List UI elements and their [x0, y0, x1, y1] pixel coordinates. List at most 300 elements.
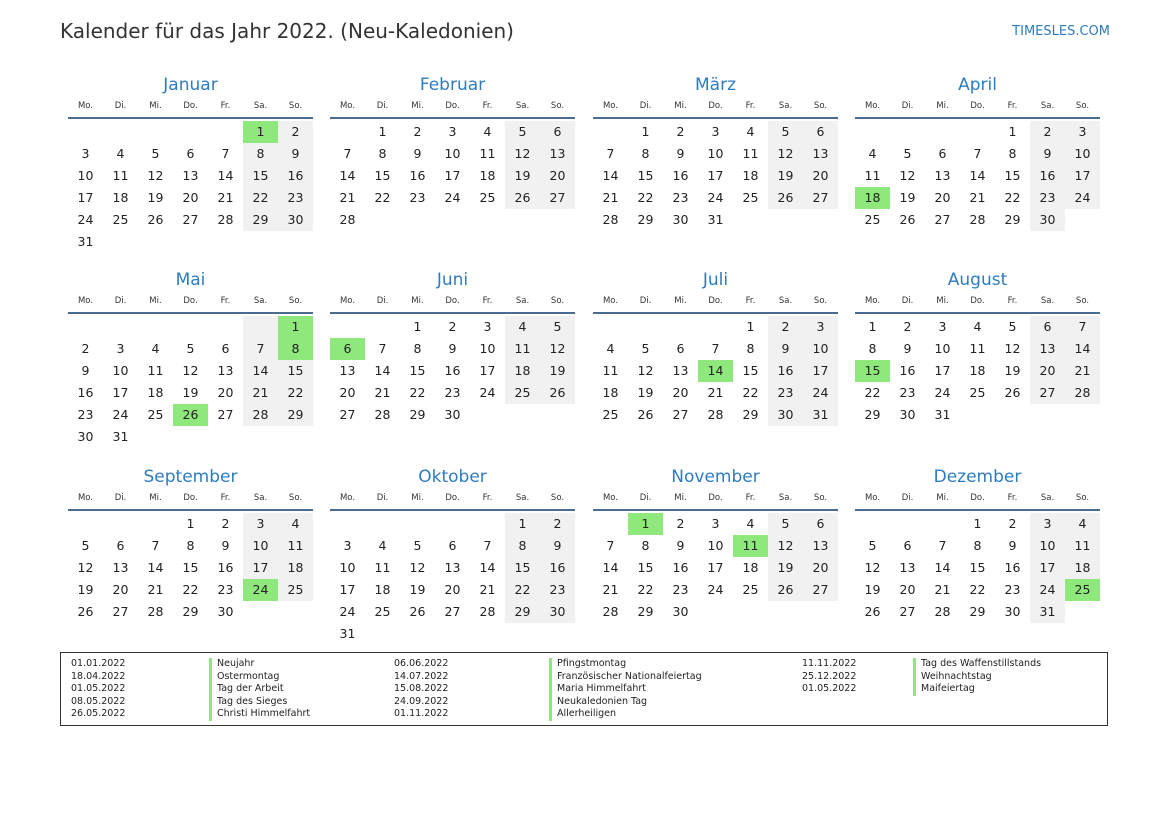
month-calendar: [68, 72, 313, 253]
month-name: Mai: [175, 270, 206, 290]
day-cell: 17: [243, 557, 278, 579]
empty-day-cell: [960, 121, 995, 143]
day-cell: 13: [672, 363, 689, 378]
weekday-label: Do.: [970, 296, 985, 306]
weekday-label: So.: [813, 101, 828, 111]
day-cell: 13: [540, 143, 575, 165]
day-cell: 4: [606, 341, 615, 356]
day-cell: 3: [483, 319, 492, 334]
day-cell: 8: [868, 341, 877, 356]
day-cell: 11: [969, 341, 986, 356]
empty-day-cell: [68, 316, 103, 338]
day-cell: 13: [112, 560, 129, 575]
day-cell: 13: [934, 168, 951, 183]
day-cell: 21: [1065, 360, 1100, 382]
weekday-label: So.: [1075, 493, 1090, 503]
day-cell: 6: [540, 121, 575, 143]
day-cell: 9: [448, 341, 457, 356]
empty-day-cell: [698, 316, 733, 338]
day-cell: 11: [479, 146, 496, 161]
day-cell: 11: [505, 338, 540, 360]
day-cell: 15: [182, 560, 199, 575]
legend-holiday-name: Weihnachtstag: [913, 671, 1041, 684]
day-cell: 13: [182, 168, 199, 183]
weekday-label: Fr.: [745, 493, 756, 503]
day-cell: 19: [637, 385, 654, 400]
day-cell: 26: [77, 604, 94, 619]
day-cell: 7: [1065, 316, 1100, 338]
holiday-day-cell: 24: [243, 579, 278, 601]
weekday-label: Mo.: [339, 296, 356, 306]
day-cell: 12: [768, 143, 803, 165]
day-cell: 11: [742, 146, 759, 161]
day-cell: 21: [217, 190, 234, 205]
day-cell: 5: [186, 341, 195, 356]
day-cell: 22: [243, 187, 278, 209]
day-cell: 4: [505, 316, 540, 338]
weekday-label: Di.: [901, 493, 914, 503]
day-cell: 10: [934, 341, 951, 356]
day-cell: 29: [637, 604, 654, 619]
day-cell: 28: [147, 604, 164, 619]
legend-date: 18.04.2022: [71, 670, 126, 682]
legend-holiday-name: Christi Himmelfahrt: [209, 708, 310, 721]
day-cell: 14: [602, 560, 619, 575]
day-cell: 16: [217, 560, 234, 575]
day-grid: [68, 513, 313, 623]
month-calendar: [68, 464, 313, 623]
day-cell: 5: [903, 146, 912, 161]
weekday-label: Mi.: [411, 101, 424, 111]
day-cell: 7: [483, 538, 492, 553]
weekday-label: Mo.: [77, 296, 94, 306]
day-cell: 18: [602, 385, 619, 400]
day-cell: 8: [973, 538, 982, 553]
day-cell: 14: [1065, 338, 1100, 360]
weekday-label: Fr.: [1007, 296, 1018, 306]
day-cell: 28: [934, 604, 951, 619]
weekday-label: Do.: [183, 493, 198, 503]
day-cell: 9: [278, 143, 313, 165]
day-cell: 24: [1065, 187, 1100, 209]
day-cell: 1: [746, 319, 755, 334]
empty-day-cell: [365, 316, 400, 338]
weekday-label: Mi.: [149, 101, 162, 111]
weekday-label: Fr.: [1007, 493, 1018, 503]
day-cell: 25: [112, 212, 129, 227]
day-cell: 26: [540, 382, 575, 404]
day-cell: 29: [182, 604, 199, 619]
day-cell: 28: [707, 407, 724, 422]
weekday-label: Sa.: [253, 493, 268, 503]
empty-day-cell: [173, 316, 208, 338]
day-cell: 25: [969, 385, 986, 400]
day-cell: 1: [413, 319, 422, 334]
day-cell: 10: [707, 538, 724, 553]
day-cell: 23: [444, 385, 461, 400]
day-cell: 29: [742, 407, 759, 422]
empty-day-cell: [593, 316, 628, 338]
day-cell: 20: [803, 557, 838, 579]
day-cell: 16: [409, 168, 426, 183]
weekday-label: Do.: [445, 101, 460, 111]
day-cell: 17: [112, 385, 129, 400]
day-cell: 15: [637, 560, 654, 575]
day-cell: 12: [540, 338, 575, 360]
day-cell: 14: [339, 168, 356, 183]
day-cell: 13: [1030, 338, 1065, 360]
day-cell: 30: [540, 601, 575, 623]
day-cell: 4: [868, 146, 877, 161]
day-cell: 22: [409, 385, 426, 400]
legend-holiday-name: Tag des Waffenstillstands: [913, 658, 1041, 671]
day-cell: 10: [243, 535, 278, 557]
day-cell: 4: [746, 516, 755, 531]
day-cell: 10: [1030, 535, 1065, 557]
day-cell: 21: [374, 385, 391, 400]
day-cell: 26: [864, 604, 881, 619]
weekday-label: Fr.: [1007, 101, 1018, 111]
empty-day-cell: [103, 513, 138, 535]
legend-date: 11.11.2022: [802, 658, 857, 669]
day-cell: 2: [448, 319, 457, 334]
day-cell: 21: [969, 190, 986, 205]
day-cell: 4: [746, 124, 755, 139]
day-cell: 2: [81, 341, 90, 356]
day-cell: 28: [243, 404, 278, 426]
day-cell: 29: [1004, 212, 1021, 227]
day-cell: 15: [637, 168, 654, 183]
empty-day-cell: [855, 121, 890, 143]
weekday-label: Do.: [445, 296, 460, 306]
day-cell: 22: [969, 582, 986, 597]
day-cell: 1: [973, 516, 982, 531]
day-cell: 23: [1004, 582, 1021, 597]
day-cell: 21: [707, 385, 724, 400]
day-cell: 12: [147, 168, 164, 183]
day-cell: 18: [112, 190, 129, 205]
weekday-label: Mi.: [411, 493, 424, 503]
day-cell: 8: [1008, 146, 1017, 161]
legend-names-col-2: [549, 658, 702, 721]
day-cell: 10: [1065, 143, 1100, 165]
day-cell: 4: [151, 341, 160, 356]
empty-day-cell: [208, 316, 243, 338]
day-cell: 9: [768, 338, 803, 360]
weekday-label: Sa.: [1040, 493, 1055, 503]
legend-date: 01.05.2022: [71, 683, 126, 695]
day-cell: 5: [768, 513, 803, 535]
day-cell: 5: [768, 121, 803, 143]
day-cell: 17: [77, 190, 94, 205]
day-cell: 13: [803, 535, 838, 557]
site-link[interactable]: TIMESLES.COM: [1012, 24, 1110, 39]
day-cell: 14: [602, 168, 619, 183]
day-cell: 5: [641, 341, 650, 356]
day-cell: 23: [540, 579, 575, 601]
weekday-label: Di.: [901, 296, 914, 306]
day-cell: 26: [505, 187, 540, 209]
day-cell: 8: [641, 146, 650, 161]
day-cell: 22: [637, 582, 654, 597]
month-name: April: [958, 75, 997, 95]
legend-holiday-name: Tag der Arbeit: [209, 683, 310, 696]
day-cell: 1: [641, 124, 650, 139]
day-cell: 30: [672, 604, 689, 619]
day-cell: 20: [934, 190, 951, 205]
day-cell: 23: [217, 582, 234, 597]
day-cell: 16: [899, 363, 916, 378]
legend-date: 24.09.2022: [394, 695, 449, 707]
weekday-label: Mo.: [864, 296, 881, 306]
weekday-label: Mo.: [339, 493, 356, 503]
legend-holiday-name: Maria Himmelfahrt: [549, 683, 702, 696]
day-cell: 13: [899, 560, 916, 575]
day-grid: [855, 121, 1100, 231]
legend-holiday-name: Neujahr: [209, 658, 310, 671]
day-cell: 18: [1065, 557, 1100, 579]
day-cell: 2: [221, 516, 230, 531]
weekday-label: Fr.: [220, 296, 231, 306]
day-cell: 24: [707, 190, 724, 205]
day-cell: 25: [479, 190, 496, 205]
legend-date: 15.08.2022: [394, 683, 449, 695]
day-cell: 27: [672, 407, 689, 422]
holiday-day-cell: 1: [628, 513, 663, 535]
day-cell: 18: [742, 560, 759, 575]
day-cell: 16: [278, 165, 313, 187]
day-cell: 9: [1030, 143, 1065, 165]
month-calendar: [68, 267, 313, 448]
day-cell: 30: [672, 212, 689, 227]
day-cell: 15: [742, 363, 759, 378]
day-cell: 30: [278, 209, 313, 231]
day-cell: 24: [77, 212, 94, 227]
holiday-day-cell: 1: [243, 121, 278, 143]
day-cell: 7: [243, 338, 278, 360]
month-calendar: [330, 464, 575, 645]
day-cell: 26: [768, 579, 803, 601]
empty-day-cell: [68, 121, 103, 143]
day-cell: 20: [803, 165, 838, 187]
day-cell: 8: [746, 341, 755, 356]
day-cell: 24: [444, 190, 461, 205]
holiday-day-cell: 26: [173, 404, 208, 426]
day-cell: 27: [444, 604, 461, 619]
month-calendar: [330, 267, 575, 426]
empty-day-cell: [925, 513, 960, 535]
weekday-label: Fr.: [220, 493, 231, 503]
month-name: Juni: [436, 270, 469, 290]
day-cell: 27: [1030, 382, 1065, 404]
day-cell: 25: [147, 407, 164, 422]
day-cell: 25: [742, 582, 759, 597]
day-cell: 30: [77, 429, 94, 444]
day-cell: 6: [676, 341, 685, 356]
day-cell: 27: [934, 212, 951, 227]
weekday-label: So.: [813, 296, 828, 306]
day-cell: 2: [676, 516, 685, 531]
weekday-header: [68, 492, 313, 511]
day-cell: 18: [479, 168, 496, 183]
empty-day-cell: [330, 316, 365, 338]
day-cell: 2: [676, 124, 685, 139]
legend-holiday-name: Französischer Nationalfeiertag: [549, 671, 702, 684]
day-cell: 19: [147, 190, 164, 205]
day-cell: 23: [278, 187, 313, 209]
weekday-label: Sa.: [515, 493, 530, 503]
day-cell: 2: [540, 513, 575, 535]
day-cell: 23: [77, 407, 94, 422]
day-cell: 22: [374, 190, 391, 205]
holiday-day-cell: 18: [855, 187, 890, 209]
holiday-day-cell: 14: [698, 360, 733, 382]
weekday-label: So.: [288, 296, 303, 306]
day-cell: 14: [479, 560, 496, 575]
day-cell: 6: [938, 146, 947, 161]
day-cell: 9: [1008, 538, 1017, 553]
weekday-header: [855, 100, 1100, 119]
day-cell: 17: [1030, 557, 1065, 579]
weekday-label: Mi.: [149, 296, 162, 306]
day-cell: 21: [602, 582, 619, 597]
day-cell: 13: [803, 143, 838, 165]
empty-day-cell: [138, 513, 173, 535]
legend-names-col-1: [209, 658, 310, 721]
weekday-label: So.: [288, 101, 303, 111]
legend-holiday-name: Pfingstmontag: [549, 658, 702, 671]
day-cell: 1: [505, 513, 540, 535]
empty-day-cell: [365, 513, 400, 535]
empty-day-cell: [68, 513, 103, 535]
day-cell: 1: [378, 124, 387, 139]
day-cell: 21: [339, 190, 356, 205]
day-cell: 19: [540, 360, 575, 382]
weekday-label: Fr.: [482, 296, 493, 306]
day-cell: 17: [339, 582, 356, 597]
weekday-header: [855, 295, 1100, 314]
day-cell: 6: [116, 538, 125, 553]
day-cell: 7: [606, 538, 615, 553]
day-cell: 5: [151, 146, 160, 161]
day-cell: 26: [899, 212, 916, 227]
day-cell: 28: [339, 212, 356, 227]
weekday-label: Mo.: [77, 101, 94, 111]
day-cell: 4: [483, 124, 492, 139]
day-cell: 25: [374, 604, 391, 619]
weekday-label: Mo.: [602, 493, 619, 503]
day-cell: 8: [378, 146, 387, 161]
day-cell: 3: [448, 124, 457, 139]
day-cell: 1: [1008, 124, 1017, 139]
day-cell: 15: [969, 560, 986, 575]
weekday-label: Sa.: [515, 296, 530, 306]
day-grid: [330, 316, 575, 426]
day-cell: 22: [864, 385, 881, 400]
day-cell: 19: [768, 165, 803, 187]
day-cell: 30: [217, 604, 234, 619]
day-cell: 20: [112, 582, 129, 597]
day-cell: 28: [217, 212, 234, 227]
day-cell: 4: [973, 319, 982, 334]
day-cell: 6: [221, 341, 230, 356]
day-cell: 10: [339, 560, 356, 575]
day-cell: 19: [864, 582, 881, 597]
day-cell: 23: [1030, 187, 1065, 209]
month-name: September: [143, 467, 238, 487]
day-cell: 5: [505, 121, 540, 143]
month-calendar: [330, 72, 575, 231]
weekday-header: [68, 100, 313, 119]
day-cell: 21: [602, 190, 619, 205]
weekday-label: So.: [1075, 296, 1090, 306]
day-cell: 20: [540, 165, 575, 187]
day-cell: 12: [864, 560, 881, 575]
day-cell: 9: [540, 535, 575, 557]
weekday-label: Mo.: [864, 101, 881, 111]
weekday-label: Mi.: [411, 296, 424, 306]
weekday-label: So.: [288, 493, 303, 503]
day-cell: 21: [243, 382, 278, 404]
day-cell: 7: [606, 146, 615, 161]
day-cell: 28: [479, 604, 496, 619]
day-cell: 12: [1004, 341, 1021, 356]
empty-day-cell: [855, 513, 890, 535]
empty-day-cell: [890, 513, 925, 535]
weekday-label: Sa.: [253, 296, 268, 306]
day-cell: 4: [378, 538, 387, 553]
day-cell: 3: [711, 516, 720, 531]
day-cell: 12: [182, 363, 199, 378]
day-cell: 30: [444, 407, 461, 422]
empty-day-cell: [243, 316, 278, 338]
day-cell: 14: [374, 363, 391, 378]
weekday-label: Sa.: [778, 493, 793, 503]
day-cell: 31: [339, 626, 356, 641]
day-cell: 19: [768, 557, 803, 579]
holiday-day-cell: 25: [1065, 579, 1100, 601]
weekday-label: So.: [1075, 101, 1090, 111]
day-cell: 9: [221, 538, 230, 553]
day-cell: 4: [1065, 513, 1100, 535]
empty-day-cell: [173, 121, 208, 143]
weekday-header: [593, 100, 838, 119]
holiday-day-cell: 15: [855, 360, 890, 382]
day-cell: 22: [742, 385, 759, 400]
day-cell: 17: [707, 560, 724, 575]
month-name: Juli: [702, 270, 729, 290]
day-cell: 12: [768, 535, 803, 557]
weekday-header: [593, 492, 838, 511]
day-cell: 29: [278, 404, 313, 426]
day-cell: 1: [868, 319, 877, 334]
legend-dates-col-2: [394, 658, 448, 721]
weekday-label: Fr.: [745, 101, 756, 111]
day-cell: 13: [444, 560, 461, 575]
legend-holiday-name: Tag des Sieges: [209, 696, 310, 709]
day-cell: 2: [1030, 121, 1065, 143]
day-cell: 29: [505, 601, 540, 623]
day-cell: 17: [934, 363, 951, 378]
day-cell: 25: [742, 190, 759, 205]
day-cell: 21: [147, 582, 164, 597]
day-cell: 19: [182, 385, 199, 400]
empty-day-cell: [593, 121, 628, 143]
day-cell: 14: [217, 168, 234, 183]
legend-dates-col-1: [71, 658, 125, 721]
legend-holiday-name: Allerheiligen: [549, 708, 702, 721]
legend-dates-col-3: [802, 658, 856, 696]
